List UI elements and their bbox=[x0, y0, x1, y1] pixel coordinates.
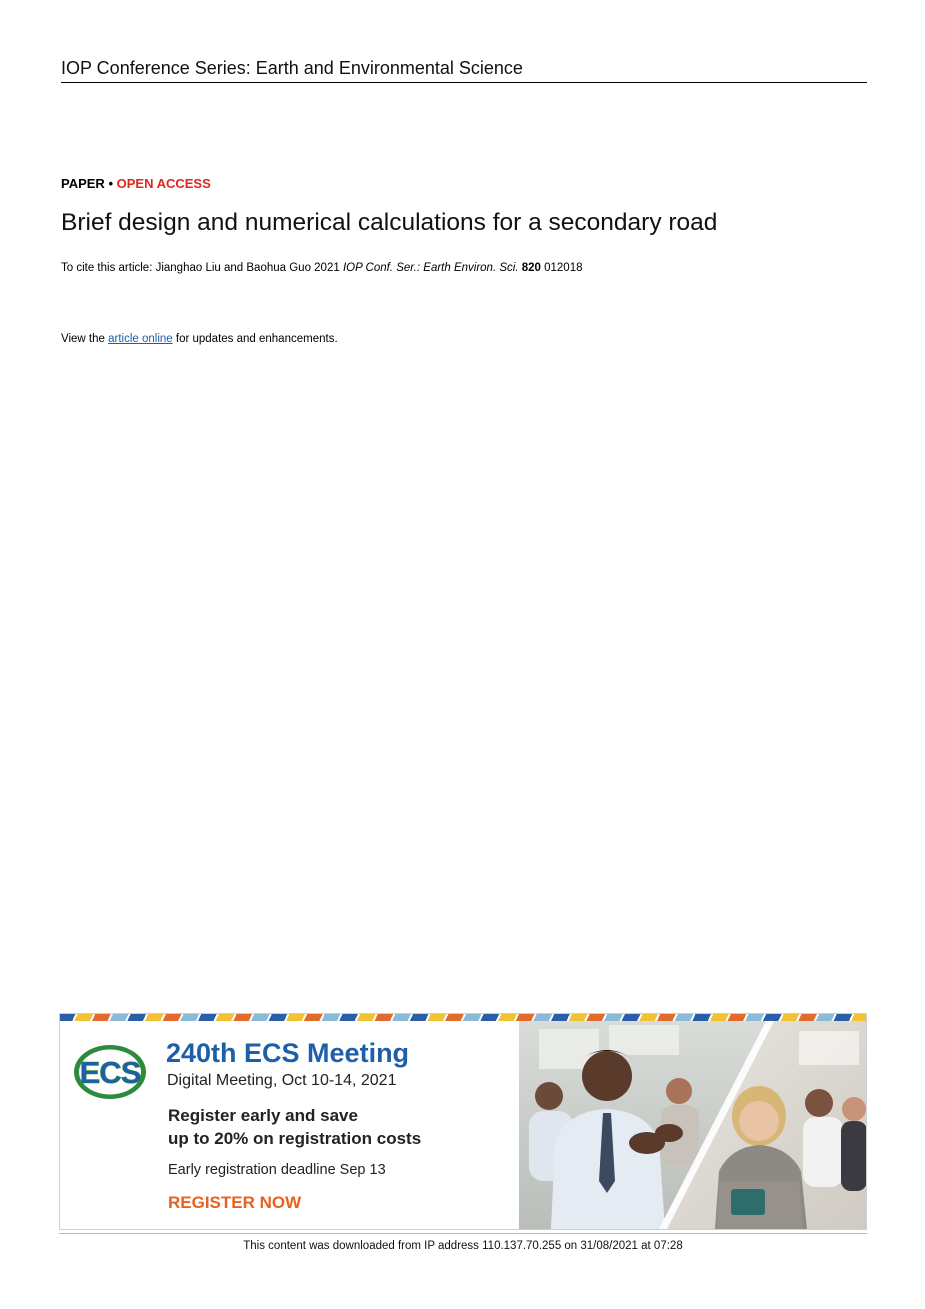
ad-deadline: Early registration deadline Sep 13 bbox=[168, 1162, 386, 1178]
download-footer bbox=[59, 1233, 867, 1252]
download-notice: This content was downloaded from IP address 110.137.70.255 on 31/08/2021 at 07:28 bbox=[243, 1240, 683, 1252]
register-now-button[interactable]: REGISTER NOW bbox=[168, 1193, 302, 1212]
view-before-text: View the bbox=[61, 333, 109, 345]
ad-pitch bbox=[168, 1104, 421, 1150]
ad-decorative-stripe bbox=[60, 1014, 867, 1021]
ad-attendees-photo bbox=[519, 1021, 867, 1229]
paper-access-tag bbox=[61, 176, 211, 192]
citation-volume: 820 bbox=[521, 262, 541, 274]
view-after-text: for updates and enhancements. bbox=[172, 333, 338, 345]
ad-pitch-line-2: up to 20% on registration costs bbox=[168, 1129, 422, 1148]
ecs-meeting-ad-banner[interactable] bbox=[59, 1013, 867, 1230]
citation bbox=[61, 261, 582, 275]
journal-header bbox=[61, 58, 867, 83]
article-title: Brief design and numerical calculations for a secondary road bbox=[61, 209, 718, 236]
article-online-link[interactable]: article online bbox=[108, 333, 173, 345]
ecs-logo-icon bbox=[72, 1042, 148, 1102]
ecs-logo-text: ECS bbox=[79, 1055, 141, 1090]
tag-separator: • bbox=[104, 176, 117, 191]
open-access-label: OPEN ACCESS bbox=[116, 176, 211, 191]
paper-type-label: PAPER bbox=[61, 176, 105, 191]
citation-journal: IOP Conf. Ser.: Earth Environ. Sci. bbox=[342, 262, 519, 274]
citation-prefix: To cite this article: Jianghao Liu and Baohua Guo 2021 bbox=[61, 262, 343, 274]
ad-headline: 240th ECS Meeting bbox=[166, 1038, 410, 1068]
ad-subheadline: Digital Meeting, Oct 10-14, 2021 bbox=[167, 1072, 397, 1089]
journal-name: IOP Conference Series: Earth and Environmental Science bbox=[61, 58, 523, 78]
view-online-line bbox=[61, 332, 338, 346]
ad-pitch-line-1: Register early and save bbox=[168, 1106, 358, 1125]
citation-article-number: 012018 bbox=[544, 262, 583, 274]
